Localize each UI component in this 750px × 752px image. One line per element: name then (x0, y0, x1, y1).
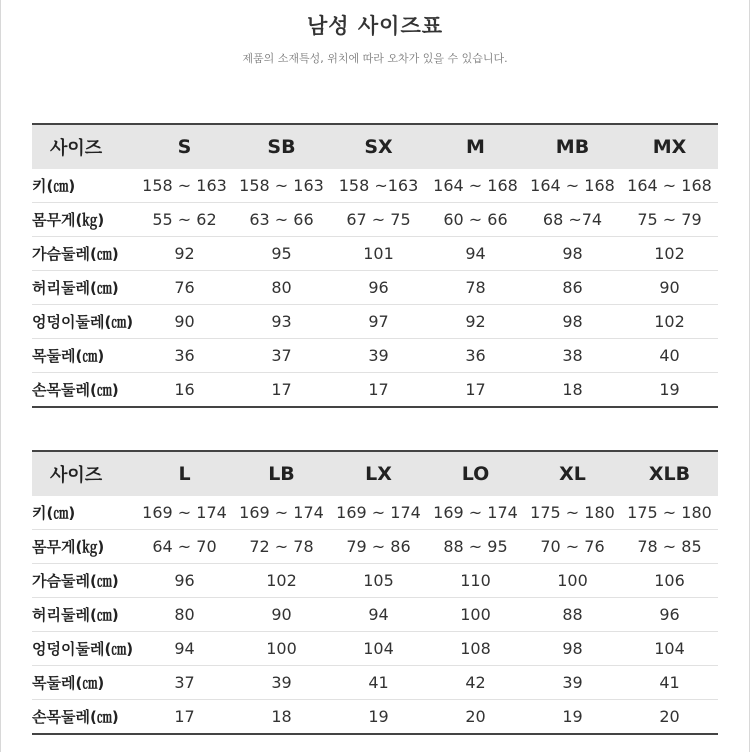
measurement-cell: 72 ~ 78 (233, 530, 330, 564)
row-label: 가슴둘레(㎝) (32, 237, 136, 271)
measurement-cell: 41 (330, 666, 427, 700)
measurement-cell: 93 (233, 305, 330, 339)
measurement-cell: 164 ~ 168 (427, 169, 524, 203)
measurement-cell: 17 (136, 700, 233, 735)
measurement-cell: 88 (524, 598, 621, 632)
table-header-row (32, 124, 718, 169)
size-table-small (32, 123, 718, 408)
measurement-cell: 175 ~ 180 (621, 496, 718, 530)
measurement-cell: 158 ~163 (330, 169, 427, 203)
table-row (32, 564, 718, 598)
measurement-cell: 100 (233, 632, 330, 666)
measurement-cell: 100 (427, 598, 524, 632)
size-column-header: MX (621, 124, 718, 169)
table-row (32, 598, 718, 632)
table-row (32, 271, 718, 305)
measurement-cell: 169 ~ 174 (233, 496, 330, 530)
size-column-header: SX (330, 124, 427, 169)
table-row (32, 530, 718, 564)
row-label: 손목둘레(㎝) (32, 373, 136, 408)
size-column-header: LX (330, 451, 427, 496)
size-column-header: L (136, 451, 233, 496)
size-column-header: S (136, 124, 233, 169)
measurement-cell: 90 (136, 305, 233, 339)
measurement-cell: 41 (621, 666, 718, 700)
measurement-cell: 105 (330, 564, 427, 598)
size-column-header: XL (524, 451, 621, 496)
row-label: 허리둘레(㎝) (32, 271, 136, 305)
measurement-cell: 67 ~ 75 (330, 203, 427, 237)
measurement-cell: 108 (427, 632, 524, 666)
measurement-cell: 80 (136, 598, 233, 632)
table-row (32, 305, 718, 339)
table-row (32, 169, 718, 203)
row-label: 키(㎝) (32, 496, 136, 530)
measurement-cell: 86 (524, 271, 621, 305)
measurement-cell: 17 (233, 373, 330, 408)
size-header-label: 사이즈 (32, 451, 136, 496)
table-row (32, 666, 718, 700)
measurement-cell: 164 ~ 168 (524, 169, 621, 203)
measurement-cell: 68 ~74 (524, 203, 621, 237)
measurement-cell: 90 (233, 598, 330, 632)
measurement-cell: 88 ~ 95 (427, 530, 524, 564)
measurement-cell: 110 (427, 564, 524, 598)
measurement-cell: 169 ~ 174 (330, 496, 427, 530)
page-title: 남성 사이즈표 (306, 14, 444, 38)
table-row (32, 339, 718, 373)
table-row (32, 373, 718, 408)
measurement-cell: 78 (427, 271, 524, 305)
measurement-cell: 96 (621, 598, 718, 632)
measurement-cell: 94 (427, 237, 524, 271)
measurement-cell: 20 (427, 700, 524, 735)
row-label: 손목둘레(㎝) (32, 700, 136, 735)
size-column-header: SB (233, 124, 330, 169)
size-header-label: 사이즈 (32, 124, 136, 169)
measurement-cell: 60 ~ 66 (427, 203, 524, 237)
measurement-cell: 101 (330, 237, 427, 271)
measurement-cell: 37 (233, 339, 330, 373)
size-column-header: XLB (621, 451, 718, 496)
page-subtitle: 제품의 소재특성, 위치에 따라 오차가 있을 수 있습니다. (242, 52, 508, 65)
measurement-cell: 158 ~ 163 (136, 169, 233, 203)
table-row (32, 632, 718, 666)
measurement-cell: 75 ~ 79 (621, 203, 718, 237)
measurement-cell: 102 (621, 237, 718, 271)
measurement-cell: 55 ~ 62 (136, 203, 233, 237)
measurement-cell: 18 (233, 700, 330, 735)
measurement-cell: 20 (621, 700, 718, 735)
measurement-cell: 36 (427, 339, 524, 373)
measurement-cell: 76 (136, 271, 233, 305)
measurement-cell: 17 (330, 373, 427, 408)
measurement-cell: 98 (524, 632, 621, 666)
measurement-cell: 104 (330, 632, 427, 666)
row-label: 허리둘레(㎝) (32, 598, 136, 632)
measurement-cell: 80 (233, 271, 330, 305)
table-row (32, 496, 718, 530)
row-label: 몸무게(㎏) (32, 530, 136, 564)
table-row (32, 700, 718, 735)
measurement-cell: 90 (621, 271, 718, 305)
size-column-header: MB (524, 124, 621, 169)
measurement-cell: 42 (427, 666, 524, 700)
table-row (32, 203, 718, 237)
table-row (32, 237, 718, 271)
measurement-cell: 102 (233, 564, 330, 598)
measurement-cell: 98 (524, 237, 621, 271)
measurement-cell: 98 (524, 305, 621, 339)
measurement-cell: 97 (330, 305, 427, 339)
measurement-cell: 40 (621, 339, 718, 373)
measurement-cell: 94 (136, 632, 233, 666)
measurement-cell: 37 (136, 666, 233, 700)
measurement-cell: 19 (621, 373, 718, 408)
row-label: 엉덩이둘레(㎝) (32, 305, 136, 339)
size-table-large (32, 450, 718, 735)
measurement-cell: 39 (524, 666, 621, 700)
measurement-cell: 158 ~ 163 (233, 169, 330, 203)
measurement-cell: 92 (427, 305, 524, 339)
row-label: 몸무게(㎏) (32, 203, 136, 237)
measurement-cell: 18 (524, 373, 621, 408)
measurement-cell: 36 (136, 339, 233, 373)
measurement-cell: 175 ~ 180 (524, 496, 621, 530)
measurement-cell: 102 (621, 305, 718, 339)
size-column-header: LO (427, 451, 524, 496)
measurement-cell: 169 ~ 174 (427, 496, 524, 530)
measurement-cell: 104 (621, 632, 718, 666)
row-label: 가슴둘레(㎝) (32, 564, 136, 598)
table-header-row (32, 451, 718, 496)
row-label: 엉덩이둘레(㎝) (32, 632, 136, 666)
measurement-cell: 17 (427, 373, 524, 408)
row-label: 목둘레(㎝) (32, 666, 136, 700)
measurement-cell: 39 (233, 666, 330, 700)
measurement-cell: 94 (330, 598, 427, 632)
measurement-cell: 100 (524, 564, 621, 598)
measurement-cell: 79 ~ 86 (330, 530, 427, 564)
measurement-cell: 92 (136, 237, 233, 271)
size-column-header: M (427, 124, 524, 169)
measurement-cell: 96 (330, 271, 427, 305)
row-label: 키(㎝) (32, 169, 136, 203)
measurement-cell: 38 (524, 339, 621, 373)
measurement-cell: 63 ~ 66 (233, 203, 330, 237)
measurement-cell: 78 ~ 85 (621, 530, 718, 564)
size-column-header: LB (233, 451, 330, 496)
measurement-cell: 16 (136, 373, 233, 408)
measurement-cell: 70 ~ 76 (524, 530, 621, 564)
measurement-cell: 64 ~ 70 (136, 530, 233, 564)
measurement-cell: 95 (233, 237, 330, 271)
measurement-cell: 164 ~ 168 (621, 169, 718, 203)
measurement-cell: 96 (136, 564, 233, 598)
measurement-cell: 39 (330, 339, 427, 373)
measurement-cell: 19 (524, 700, 621, 735)
row-label: 목둘레(㎝) (32, 339, 136, 373)
measurement-cell: 106 (621, 564, 718, 598)
measurement-cell: 169 ~ 174 (136, 496, 233, 530)
measurement-cell: 19 (330, 700, 427, 735)
